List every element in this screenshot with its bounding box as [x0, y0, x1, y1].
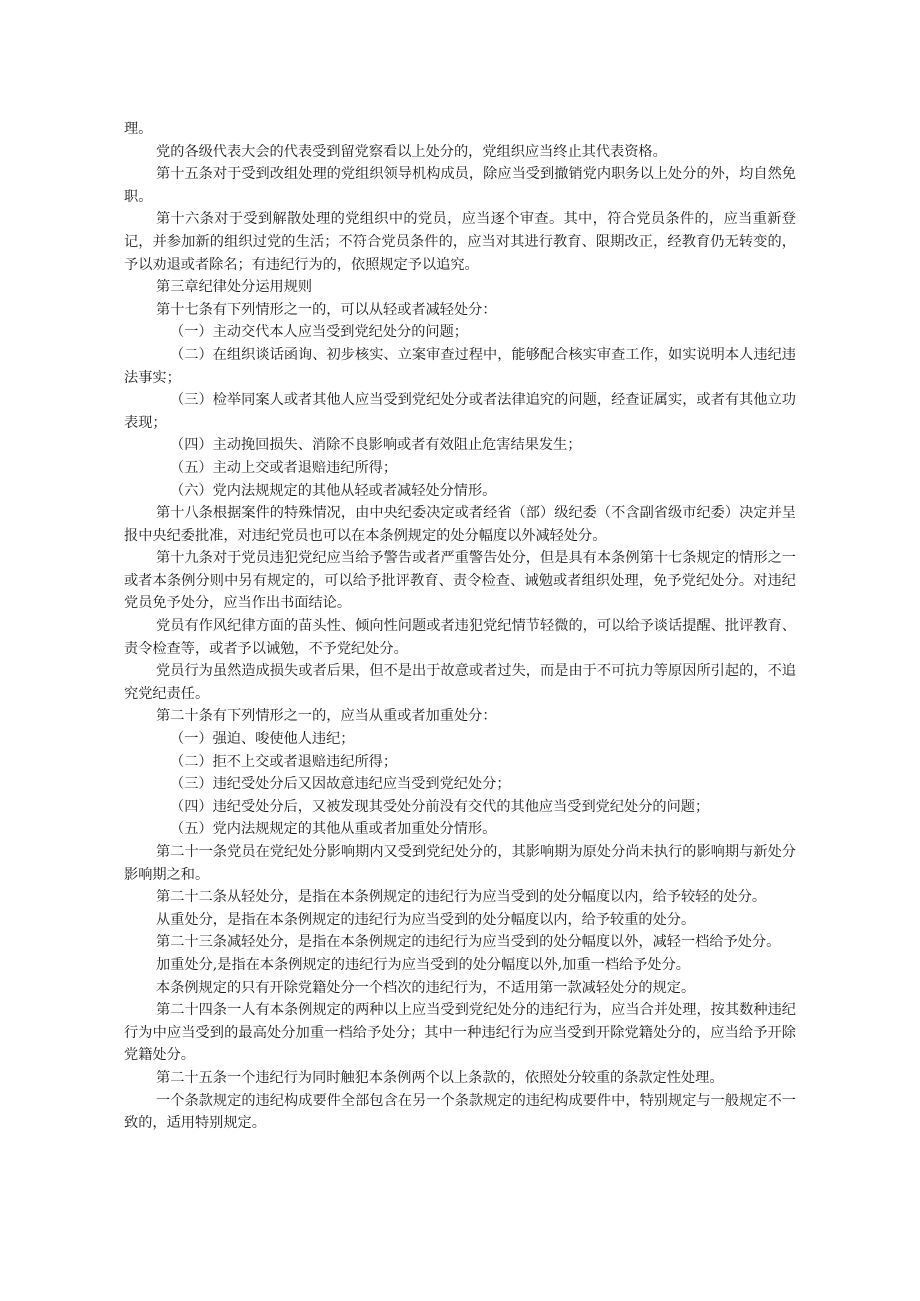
paragraph: 党的各级代表大会的代表受到留党察看以上处分的，党组织应当终止其代表资格。 — [156, 143, 667, 160]
paragraph: 理。 — [124, 121, 153, 137]
paragraph: 加重处分,是指在本条例规定的违纪行为应当受到的处分幅度以外,加重一档给予处分。 — [156, 956, 690, 973]
paragraph: 第二十五条一个违纪行为同时触犯本条例两个以上条款的，依照处分较重的条款定性处理。 — [156, 1069, 724, 1086]
paragraph: 第二十条有下列情形之一的，应当从重或者加重处分： — [156, 708, 497, 725]
list-item: （三）检举同案人或者其他人应当受到党纪处分或者法律追究的问题，经查证属实，或者有其他立功表现； — [124, 392, 796, 431]
paragraph: 第二十四条一人有本条例规定的两种以上应当受到党纪处分的违纪行为，应当合并处理，按其数种违纪行为中应当受到的最高处分加重一档给予处分；其中一种违纪行为应当受到开除党籍处分的，应当给予开除党籍处分。 — [124, 1002, 796, 1064]
paragraph: 本条例规定的只有开除党籍处分一个档次的违纪行为，不适用第一款减轻处分的规定。 — [156, 979, 696, 996]
paragraph: 第二十一条党员在党纪处分影响期内又受到党纪处分的，其影响期为原处分尚未执行的影响期与新处分影响期之和。 — [124, 844, 796, 883]
list-item: （二）拒不上交或者退赔违纪所得； — [170, 753, 398, 770]
list-item: （六）党内法规规定的其他从轻或者减轻处分情形。 — [170, 482, 497, 499]
paragraph: 党员有作风纪律方面的苗头性、倾向性问题或者违犯党纪情节轻微的，可以给予谈话提醒、批评教育、责令检查等，或者予以诫勉，不予党纪处分。 — [124, 618, 796, 657]
paragraph: 第十六条对于受到解散处理的党组织中的党员，应当逐个审查。其中，符合党员条件的，应当重新登记，并参加新的组织过党的生活；不符合党员条件的，应当对其进行教育、限期改正，经教育仍无转变的，予以劝退或者除名；有违纪行为的，依照规定予以追究。 — [124, 211, 796, 273]
paragraph: 一个条款规定的违纪构成要件全部包含在另一个条款规定的违纪构成要件中，特别规定与一般规定不一致的，适用特别规定。 — [124, 1092, 796, 1132]
list-item: （四）主动挽回损失、消除不良影响或者有效阻止危害结果发生； — [170, 437, 582, 454]
paragraph: 第十五条对于受到改组处理的党组织领导机构成员，除应当受到撤销党内职务以上处分的外，均自然免职。 — [124, 166, 796, 205]
list-item: （一）强迫、唆使他人违纪； — [170, 731, 355, 748]
paragraph: 第二十三条减轻处分，是指在本条例规定的违纪行为应当受到的处分幅度以外，减轻一档给予处分。 — [156, 934, 781, 951]
paragraph: 第十七条有下列情形之一的，可以从轻或者减轻处分： — [156, 301, 497, 318]
paragraph: 从重处分，是指在本条例规定的违纪行为应当受到的处分幅度以内，给予较重的处分。 — [156, 911, 696, 928]
list-item: （五）党内法规规定的其他从重或者加重处分情形。 — [170, 821, 497, 838]
list-item: （五）主动上交或者退赔违纪所得； — [170, 459, 398, 476]
chapter-heading: 第三章纪律处分运用规则 — [156, 279, 313, 296]
list-item: （一）主动交代本人应当受到党纪处分的问题； — [170, 324, 468, 341]
list-item: （四）违纪受处分后，又被发现其受处分前没有交代的其他应当受到党纪处分的问题； — [170, 798, 710, 815]
paragraph: 党员行为虽然造成损失或者后果，但不是出于故意或者过失，而是由于不可抗力等原因所引起的，不追究党纪责任。 — [124, 663, 796, 702]
paragraph: 第二十二条从轻处分，是指在本条例规定的违纪行为应当受到的处分幅度以内，给予较轻的处分。 — [156, 889, 767, 906]
paragraph: 第十八条根据案件的特殊情况，由中央纪委决定或者经省（部）级纪委（不含副省级市纪委）决定并呈报中央纪委批准，对违纪党员也可以在本条例规定的处分幅度以外减轻处分。 — [124, 505, 796, 544]
list-item: （二）在组织谈话函询、初步核实、立案审查过程中，能够配合核实审查工作，如实说明本人违纪违法事实； — [124, 346, 796, 386]
list-item: （三）违纪受处分后又因故意违纪应当受到党纪处分； — [170, 776, 511, 793]
document-body — [124, 118, 796, 1135]
paragraph: 第十九条对于党员违犯党纪应当给予警告或者严重警告处分，但是具有本条例第十七条规定的情形之一或者本条例分则中另有规定的，可以给予批评教育、责令检查、诫勉或者组织处理，免予党纪处分。对违纪党员免予处分，应当作出书面结论。 — [124, 550, 796, 612]
